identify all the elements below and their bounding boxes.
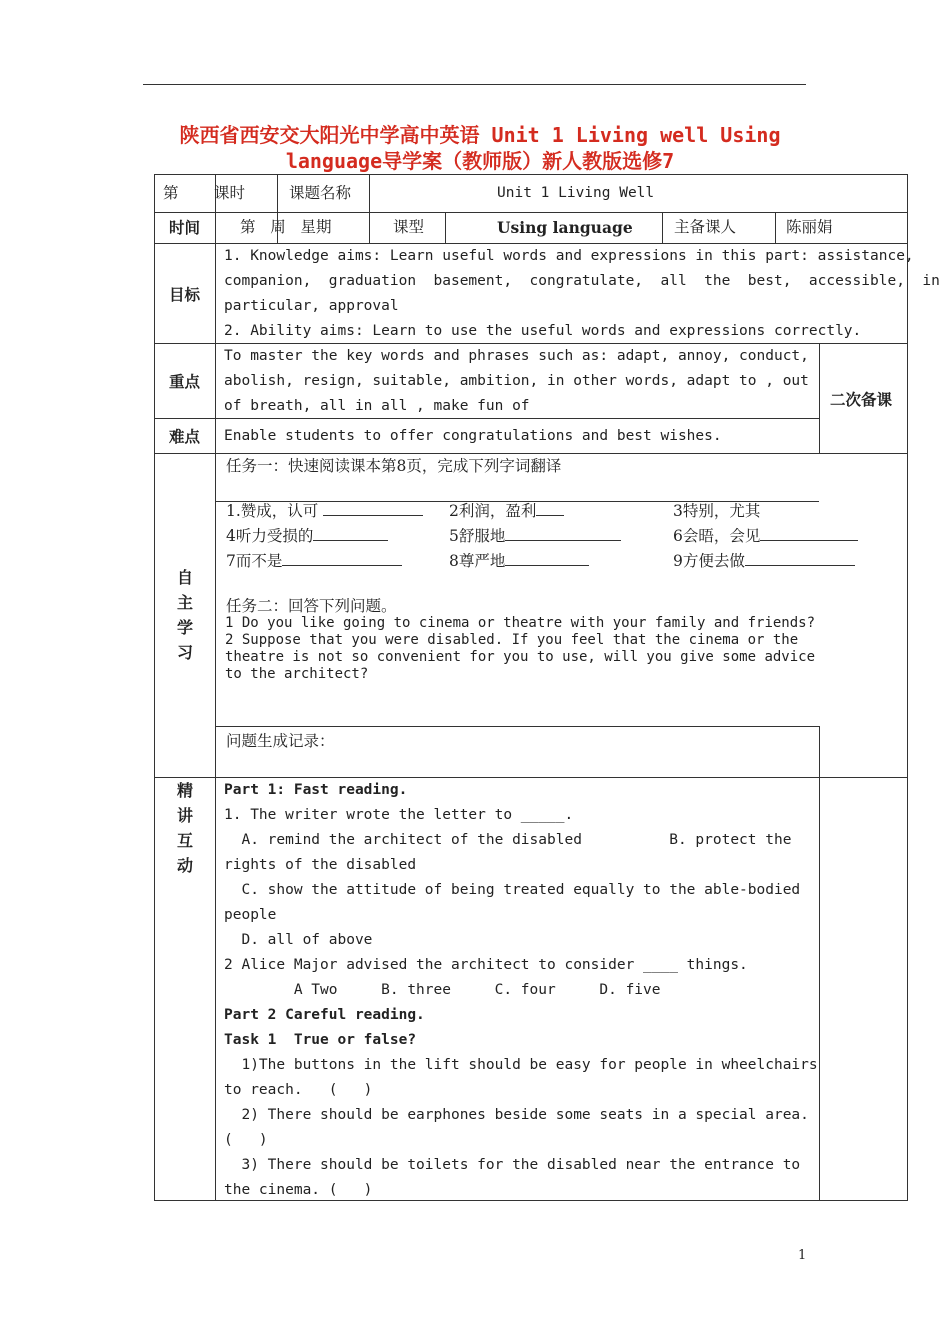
goals-label: 目标 [169,285,201,304]
word-8: 8尊严地 [449,549,589,574]
difficulty-text: Enable students to offer congratulations and best wishes. [224,428,722,444]
cell-topic: Unit 1 Living Well [497,185,655,201]
word-3: 3特别，尤其 [673,502,761,520]
reading-tasks: Part 1: Fast reading. 1. The writer wrote the letter to _____. A. remind the architect of the disabled B. protect the rights of the disabled C. show the attitude of being treated equally to the able-bodied people D. all of above 2 Alice Major advised the architect to consider ____ things. A Two B. three C. four D. five Part 2 Careful reading. Task 1 True or false? 1)The buttons in the lift should be easy for people in wheelchairs to reach. ( ) 2) There should be earphones beside some seats in a special area. ( ) 3) There should be toilets for the disabled near the entrance to the cinema. ( ) [224,782,818,1198]
word-1: 1.赞成，认可 [226,499,423,524]
task2-title: 任务二：回答下列问题。 [226,597,397,615]
word-7: 7而不是 [226,549,402,574]
document-title [150,122,810,174]
word-4: 4听力受损的 [226,524,388,549]
goals-text: 1. Knowledge aims: Learn useful words and expressions in this part: assistance, companion, graduation basement, congratulate, all the best, accessible, in particular, approval 2. Ability aims: Learn to use the useful words and expressions correctly. [224,248,940,339]
difficulty-label: 难点 [169,427,201,446]
task1-title: 任务一：快速阅读课本第8页，完成下列字词翻译 [226,457,562,475]
cell-week: 第 周 星期 [240,218,332,236]
cell-type-label: 课型 [393,218,425,236]
second-prep-label: 二次备课 [830,390,893,409]
header-rule [143,84,806,85]
key-points-label: 重点 [169,372,201,391]
question-record-label: 问题生成记录： [226,732,335,750]
explain-interact-label: 精 讲 互 动 [176,781,193,875]
title-line-1: 陕西省西安交大阳光中学高中英语 Unit 1 Living well Using [179,123,781,147]
cell-preparer: 陈丽娟 [786,218,833,236]
title-line-2: language导学案（教师版）新人教版选修7 [285,149,675,173]
word-5: 5舒服地 [449,524,621,549]
cell-keshi: 课时 [214,184,246,202]
word-9: 9方便去做 [673,549,855,574]
word-2: 2利润，盈利 [449,499,564,524]
word-6: 6会晤，会见 [673,524,858,549]
cell-di: 第 [163,184,179,202]
task2-questions: 1 Do you like going to cinema or theatre with your family and friends? 2 Suppose that you were disabled. If you feel that the cinema or the theatre is not so convenient for you to use, will you give some advice to the architect? [225,615,816,682]
cell-type: Using language [497,218,633,237]
cell-topic-label: 课题名称 [289,184,352,202]
cell-time-label: 时间 [169,218,201,237]
page-number: 1 [798,1248,807,1263]
key-points-text: To master the key words and phrases such as: adapt, annoy, conduct, abolish, resign, suitable, ambition, in other words, adapt to , out of breath, all in all , make fun of [224,348,809,414]
cell-preparer-label: 主备课人 [674,218,737,236]
self-study-label: 自 主 学 习 [176,568,193,662]
